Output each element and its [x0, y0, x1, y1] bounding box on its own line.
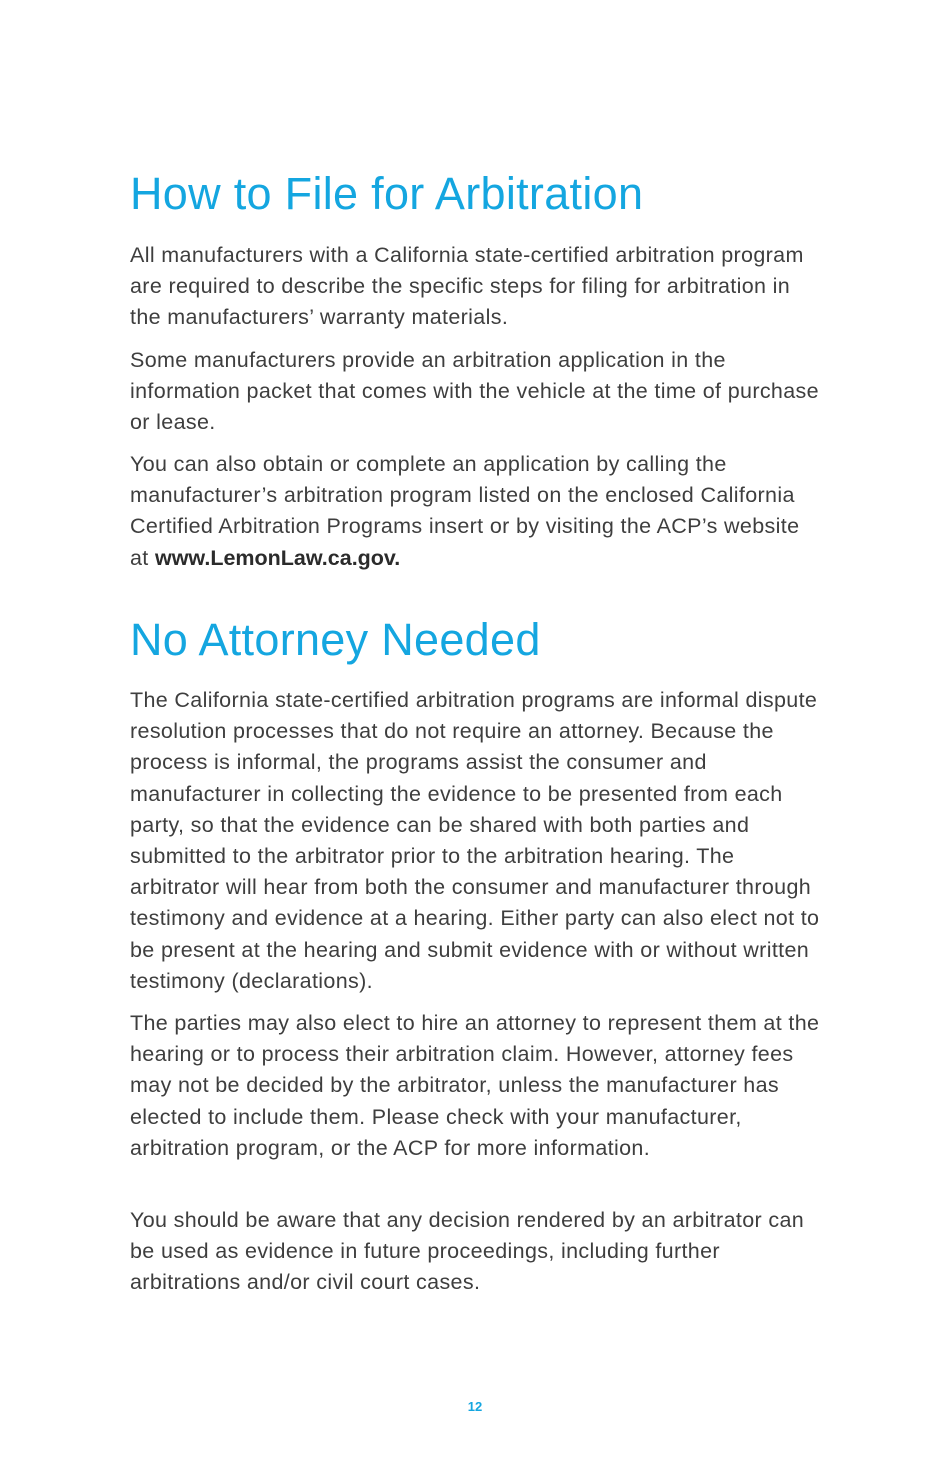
paragraph-application-packet: Some manufacturers provide an arbitration application in the information packet that comes with the vehicle at the time of purchase or lease. [130, 348, 819, 435]
section-heading-no-attorney: No Attorney Needed [130, 614, 541, 665]
paragraph-hire-attorney: The parties may also elect to hire an attorney to represent them at the hearing or to process their arbitration claim. However, attorney fees may not be decided by the arbitrator, unless the manufacturer has elected to include them. Please check with your manufacturer, arbitration program, or the ACP for more information. [130, 1011, 820, 1160]
paragraph-obtain-application-text: You can also obtain or complete an application by calling the manufacturer’s arbitration program listed on the enclosed California Certified Arbitration Programs insert or by visiting the ACP’s website at [130, 452, 800, 570]
paragraph-filing-requirements: All manufacturers with a California state-certified arbitration program are required to describe the specific steps for filing for arbitration in the manufacturers’ warranty materials. [130, 243, 804, 330]
section-heading-how-to-file: How to File for Arbitration [130, 168, 644, 219]
paragraph-informal-process: The California state-certified arbitration programs are informal dispute resolution processes that do not require an attorney. Because the process is informal, the programs assist the consumer and manufacturer in collecting the evidence to be presented from each party, so that the evidence can be shared with both parties and submitted to the arbitrator prior to the arbitration hearing. The arbitrator will hear from both the consumer and manufacturer through testimony and evidence at a hearing. Either party can also elect not to be present at the hearing and submit evidence with or without written testimony (declarations). [130, 688, 820, 993]
page-number: 12 [467, 1399, 483, 1414]
paragraph-decision-evidence: You should be aware that any decision rendered by an arbitrator can be used as evidence in future proceedings, including further arbitrations and/or civil court cases. [130, 1208, 805, 1295]
paragraph-obtain-application [130, 449, 820, 574]
acp-website-link[interactable]: www.LemonLaw.ca.gov. [154, 545, 401, 570]
